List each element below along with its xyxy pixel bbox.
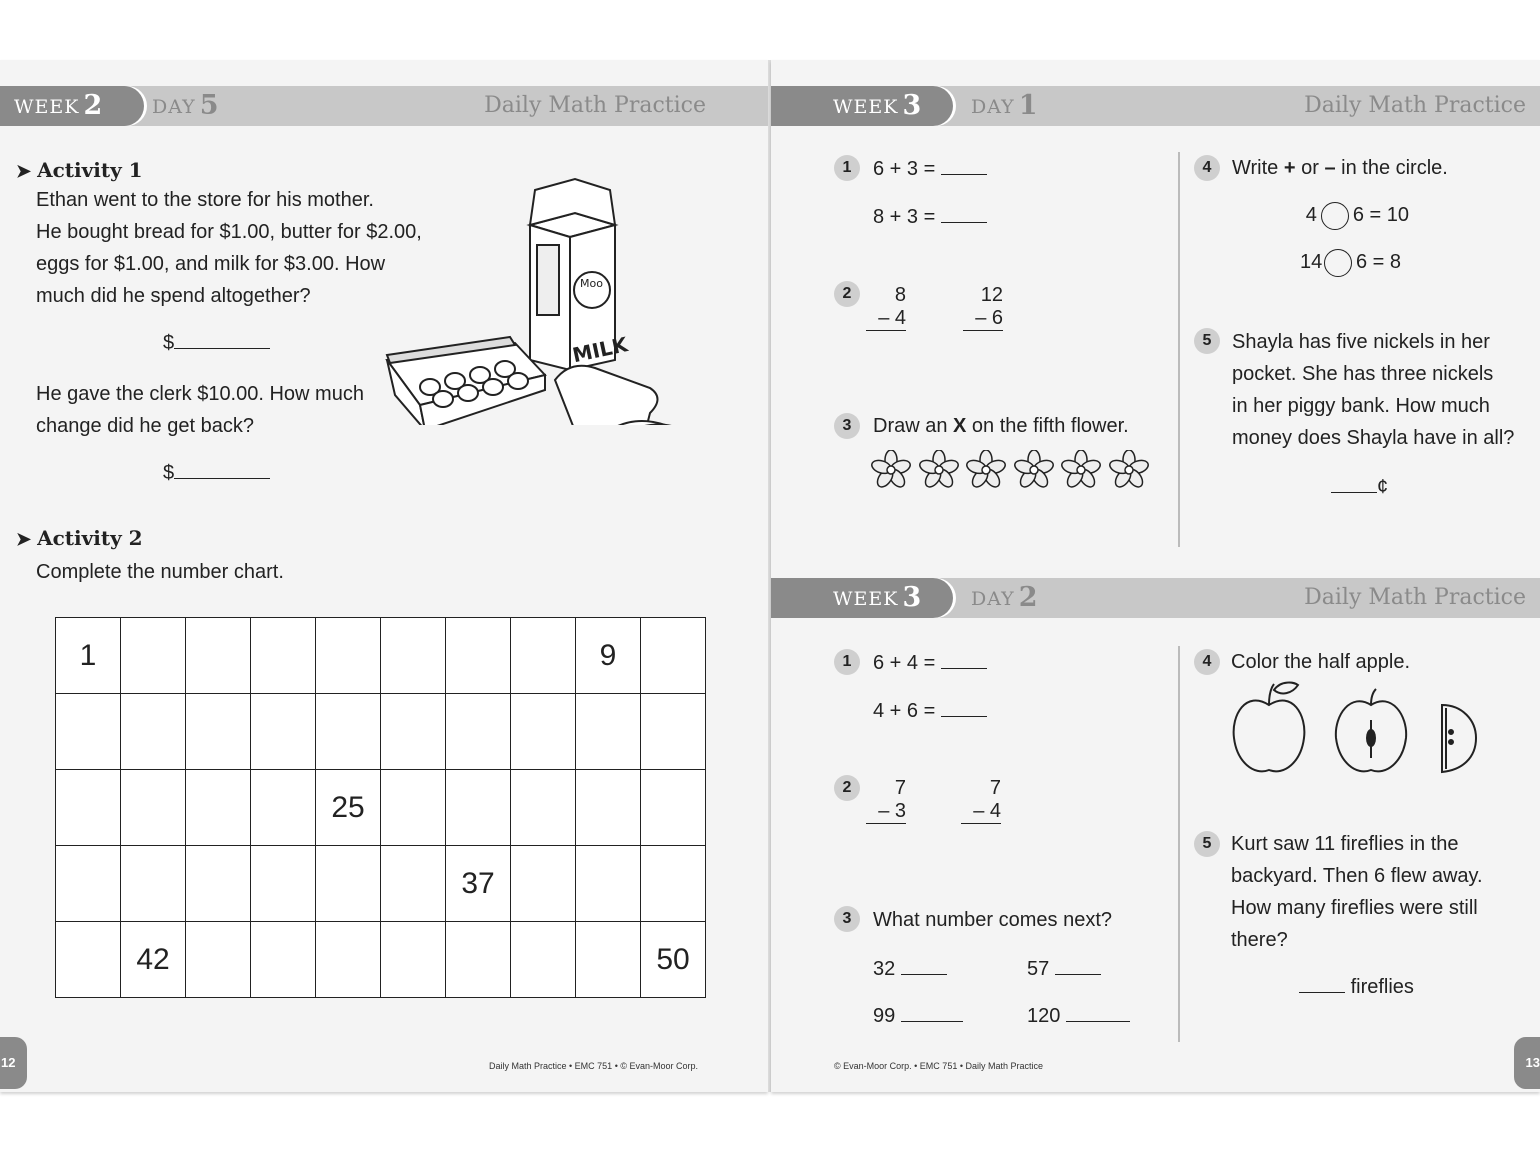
question-number-badge: 5 bbox=[1194, 831, 1220, 857]
subtraction-problem bbox=[963, 284, 1003, 331]
chart-cell[interactable] bbox=[121, 694, 186, 770]
chart-cell[interactable] bbox=[121, 618, 186, 694]
activity1-heading bbox=[16, 158, 143, 182]
answer2-blank[interactable] bbox=[174, 456, 270, 479]
chart-cell[interactable] bbox=[576, 770, 641, 846]
d1-q4-mid: or bbox=[1295, 157, 1325, 179]
next-number-item bbox=[1027, 952, 1101, 985]
answer-blank[interactable] bbox=[1331, 470, 1377, 493]
equation-right: 6 = 10 bbox=[1352, 204, 1409, 226]
day-tab bbox=[971, 86, 1039, 127]
chart-cell[interactable] bbox=[121, 846, 186, 922]
chart-cell[interactable] bbox=[56, 770, 121, 846]
answer-blank[interactable] bbox=[1066, 999, 1130, 1022]
number-chart bbox=[55, 617, 706, 998]
equation-1 bbox=[1269, 199, 1409, 231]
answer-blank[interactable] bbox=[941, 694, 987, 717]
answer-blank[interactable] bbox=[941, 200, 987, 223]
chart-cell[interactable] bbox=[316, 694, 381, 770]
d2-q4-text: Color the half apple. bbox=[1231, 651, 1411, 673]
chart-cell[interactable] bbox=[511, 770, 576, 846]
week3-day1-header bbox=[771, 86, 1540, 126]
equation-left: 14 bbox=[1299, 251, 1323, 273]
minuend: 7 bbox=[894, 777, 906, 799]
right-footer: © Evan-Moor Corp. • EMC 751 • Daily Math Practice bbox=[834, 1061, 1043, 1071]
answer-blank[interactable] bbox=[941, 646, 987, 669]
arrow-icon: ➤ bbox=[16, 161, 32, 182]
equation-left: 4 bbox=[1305, 204, 1317, 226]
d1-q4-minus: – bbox=[1324, 157, 1336, 179]
subtrahend: – 4 bbox=[961, 800, 1001, 824]
question-number-badge: 4 bbox=[1194, 649, 1220, 675]
chart-cell[interactable] bbox=[576, 694, 641, 770]
subtrahend: – 4 bbox=[866, 307, 906, 331]
chart-cell[interactable] bbox=[511, 922, 576, 998]
chart-cell[interactable] bbox=[316, 846, 381, 922]
right-page bbox=[771, 60, 1540, 1092]
page-number-left: 12 bbox=[0, 1037, 27, 1089]
answer1-blank[interactable] bbox=[174, 326, 270, 349]
header-title: Daily Math Practice bbox=[1304, 585, 1526, 610]
egg-carton-icon bbox=[387, 337, 545, 425]
day-tab bbox=[152, 86, 220, 127]
left-footer: Daily Math Practice • EMC 751 • © Evan-Moor Corp. bbox=[489, 1061, 698, 1071]
flower-icon[interactable] bbox=[919, 450, 959, 490]
d1-q5-answer bbox=[1331, 470, 1388, 503]
chart-cell[interactable] bbox=[381, 846, 446, 922]
next-number-item bbox=[873, 999, 963, 1032]
d2-q5-line-1: Kurt saw 11 fireflies in the bbox=[1231, 833, 1459, 855]
activity1-line-4: much did he spend altogether? bbox=[36, 285, 311, 307]
day-label: DAY bbox=[152, 96, 196, 118]
chart-cell[interactable] bbox=[186, 922, 251, 998]
day-tab bbox=[971, 578, 1039, 619]
d2-q5-line-3: How many fireflies were still bbox=[1231, 897, 1478, 919]
flower-row bbox=[871, 450, 1161, 490]
subtraction-problem bbox=[961, 777, 1001, 824]
d1-q3-bold: X bbox=[953, 415, 967, 437]
subtraction-problem bbox=[866, 284, 906, 331]
chart-cell[interactable] bbox=[576, 846, 641, 922]
chart-cell[interactable] bbox=[56, 846, 121, 922]
activity2-heading-text: Activity 2 bbox=[37, 526, 143, 550]
carton-brand: MILK bbox=[570, 332, 630, 368]
chart-cell[interactable] bbox=[251, 770, 316, 846]
chart-cell[interactable] bbox=[641, 618, 706, 694]
answer-unit: ¢ bbox=[1377, 476, 1389, 498]
day-label: DAY bbox=[971, 96, 1015, 118]
chart-row bbox=[56, 618, 706, 694]
chart-cell[interactable] bbox=[186, 694, 251, 770]
d1-q4-text-after: in the circle. bbox=[1335, 157, 1448, 179]
next-number-item bbox=[873, 952, 947, 985]
chart-cell[interactable] bbox=[186, 770, 251, 846]
minuend: 8 bbox=[894, 284, 906, 306]
page-number-right: 13 bbox=[1514, 1037, 1540, 1089]
answer-circle[interactable] bbox=[1321, 202, 1349, 230]
cut-apple-icon[interactable] bbox=[1336, 689, 1406, 771]
d1-q4-plus: + bbox=[1283, 157, 1296, 179]
flower-icon[interactable] bbox=[1014, 450, 1054, 490]
chart-cell[interactable] bbox=[641, 846, 706, 922]
chart-cell[interactable]: 42 bbox=[121, 922, 186, 998]
chart-cell[interactable] bbox=[251, 922, 316, 998]
chart-cell[interactable] bbox=[251, 618, 316, 694]
minuend: 12 bbox=[980, 284, 1003, 306]
d2-q3-text: What number comes next? bbox=[873, 909, 1112, 931]
chart-cell[interactable]: 50 bbox=[641, 922, 706, 998]
answer-circle[interactable] bbox=[1324, 249, 1352, 277]
week2-day5-header bbox=[0, 86, 768, 126]
d1-q5-line-1: Shayla has five nickels in her bbox=[1232, 331, 1490, 353]
d2-q1-line1-text: 6 + 4 = bbox=[873, 652, 936, 674]
chart-cell[interactable]: 1 bbox=[56, 618, 121, 694]
answer1 bbox=[163, 326, 270, 359]
d1-q1-line2 bbox=[873, 200, 987, 233]
chart-cell[interactable] bbox=[251, 846, 316, 922]
cow-text: Moo bbox=[580, 277, 603, 290]
chart-cell[interactable] bbox=[641, 694, 706, 770]
minuend: 7 bbox=[989, 777, 1001, 799]
chart-cell[interactable] bbox=[446, 618, 511, 694]
week-number: 3 bbox=[902, 90, 923, 121]
next-number-value: 120 bbox=[1027, 1005, 1061, 1027]
chart-cell[interactable] bbox=[576, 922, 641, 998]
question-number-badge: 1 bbox=[834, 155, 860, 181]
week-label: WEEK bbox=[833, 96, 899, 118]
d1-q1-line1-text: 6 + 3 = bbox=[873, 158, 936, 180]
subtrahend: – 3 bbox=[866, 800, 906, 824]
question-number-badge: 5 bbox=[1194, 328, 1220, 354]
d2-q5-answer bbox=[1299, 970, 1414, 1003]
day-label: DAY bbox=[971, 588, 1015, 610]
d2-q1-line1 bbox=[873, 646, 987, 679]
activity1-line-2: He bought bread for $1.00, butter for $2.00, bbox=[36, 221, 422, 243]
half-apple-icon[interactable] bbox=[1442, 705, 1476, 772]
question-number-badge: 1 bbox=[834, 649, 860, 675]
day-number: 2 bbox=[1018, 582, 1039, 613]
answer-unit: fireflies bbox=[1350, 976, 1414, 998]
question-number-badge: 4 bbox=[1194, 155, 1220, 181]
flower-icon[interactable] bbox=[1061, 450, 1101, 490]
d1-q4-text-before: Write bbox=[1232, 157, 1284, 179]
flower-icon[interactable] bbox=[1109, 450, 1149, 490]
question-number-badge: 2 bbox=[834, 775, 860, 801]
equation-right: 6 = 8 bbox=[1355, 251, 1401, 273]
answer-blank[interactable] bbox=[1299, 970, 1345, 993]
whole-apple-icon[interactable] bbox=[1234, 683, 1305, 772]
chart-cell[interactable] bbox=[511, 846, 576, 922]
milk-carton-icon bbox=[530, 179, 631, 370]
chart-cell[interactable] bbox=[446, 770, 511, 846]
next-number-value: 57 bbox=[1027, 958, 1050, 980]
d2-q5-line-2: backyard. Then 6 flew away. bbox=[1231, 865, 1483, 887]
chart-cell[interactable] bbox=[511, 694, 576, 770]
chart-cell[interactable]: 37 bbox=[446, 846, 511, 922]
answer-blank[interactable] bbox=[901, 999, 963, 1022]
chart-cell[interactable] bbox=[316, 922, 381, 998]
week-tab bbox=[771, 86, 953, 126]
d2-q5-line-4: there? bbox=[1231, 929, 1288, 951]
d1-q5-line-3: in her piggy bank. How much bbox=[1232, 395, 1490, 417]
week3-day2-header bbox=[771, 578, 1540, 618]
week-tab bbox=[771, 578, 953, 618]
flower-icon[interactable] bbox=[871, 450, 911, 490]
next-number-item bbox=[1027, 999, 1130, 1032]
d1-q4-text bbox=[1232, 152, 1448, 184]
activity1-line-3: eggs for $1.00, and milk for $3.00. How bbox=[36, 253, 386, 275]
chart-row bbox=[56, 694, 706, 770]
header-title: Daily Math Practice bbox=[484, 93, 706, 118]
chart-cell[interactable] bbox=[121, 770, 186, 846]
arrow-icon: ➤ bbox=[16, 529, 32, 550]
chart-cell[interactable] bbox=[446, 694, 511, 770]
chart-cell[interactable] bbox=[186, 618, 251, 694]
d1-q1-line1 bbox=[873, 152, 987, 185]
day-number: 1 bbox=[1018, 90, 1039, 121]
question-number-badge: 3 bbox=[834, 413, 860, 439]
column-divider bbox=[1178, 152, 1180, 547]
chart-cell[interactable] bbox=[511, 618, 576, 694]
activity2-instruction: Complete the number chart. bbox=[36, 561, 284, 583]
equation-2 bbox=[1269, 246, 1401, 278]
chart-cell[interactable] bbox=[641, 770, 706, 846]
chart-row bbox=[56, 770, 706, 846]
activity1-line-1: Ethan went to the store for his mother. bbox=[36, 189, 374, 211]
answer2-prefix: $ bbox=[163, 462, 175, 484]
d1-q3-text bbox=[873, 410, 1129, 442]
groceries-illustration bbox=[385, 165, 715, 425]
column-divider bbox=[1178, 646, 1180, 1042]
answer-blank[interactable] bbox=[1055, 952, 1101, 975]
chart-cell[interactable] bbox=[56, 694, 121, 770]
week-number: 3 bbox=[902, 582, 923, 613]
chart-row bbox=[56, 922, 706, 998]
answer2 bbox=[163, 456, 270, 489]
week-number: 2 bbox=[83, 90, 104, 121]
apples-row bbox=[1226, 680, 1496, 780]
chart-cell[interactable]: 9 bbox=[576, 618, 641, 694]
activity2-heading bbox=[16, 526, 143, 550]
subtraction-problem bbox=[866, 777, 906, 824]
chart-cell[interactable] bbox=[186, 846, 251, 922]
bread-icon bbox=[555, 366, 680, 425]
header-title: Daily Math Practice bbox=[1304, 93, 1526, 118]
chart-cell[interactable] bbox=[381, 770, 446, 846]
chart-cell[interactable] bbox=[446, 922, 511, 998]
chart-cell[interactable] bbox=[56, 922, 121, 998]
week-label: WEEK bbox=[14, 96, 80, 118]
chart-cell[interactable] bbox=[381, 618, 446, 694]
d2-q1-line2-text: 4 + 6 = bbox=[873, 700, 936, 722]
answer-blank[interactable] bbox=[941, 152, 987, 175]
week-tab bbox=[0, 86, 144, 126]
d2-q1-line2 bbox=[873, 694, 987, 727]
question2-line-2: change did he get back? bbox=[36, 415, 254, 437]
next-number-value: 32 bbox=[873, 958, 896, 980]
chart-cell[interactable] bbox=[381, 694, 446, 770]
subtrahend: – 6 bbox=[963, 307, 1003, 331]
chart-cell[interactable] bbox=[251, 694, 316, 770]
chart-row bbox=[56, 846, 706, 922]
d1-q3-text-after: on the fifth flower. bbox=[966, 415, 1129, 437]
activity1-heading-text: Activity 1 bbox=[37, 158, 143, 182]
next-number-value: 99 bbox=[873, 1005, 896, 1027]
question2-line-1: He gave the clerk $10.00. How much bbox=[36, 383, 364, 405]
chart-cell[interactable] bbox=[381, 922, 446, 998]
chart-cell[interactable]: 25 bbox=[316, 770, 381, 846]
answer1-prefix: $ bbox=[163, 332, 175, 354]
d1-q1-line2-text: 8 + 3 = bbox=[873, 206, 936, 228]
week-label: WEEK bbox=[833, 588, 899, 610]
flower-icon[interactable] bbox=[966, 450, 1006, 490]
d1-q3-text-before: Draw an bbox=[873, 415, 954, 437]
d1-q5-line-2: pocket. She has three nickels bbox=[1232, 363, 1494, 385]
question-number-badge: 2 bbox=[834, 281, 860, 307]
answer-blank[interactable] bbox=[901, 952, 947, 975]
day-number: 5 bbox=[199, 90, 220, 121]
d1-q5-line-4: money does Shayla have in all? bbox=[1232, 427, 1515, 449]
chart-cell[interactable] bbox=[316, 618, 381, 694]
question-number-badge: 3 bbox=[834, 906, 860, 932]
